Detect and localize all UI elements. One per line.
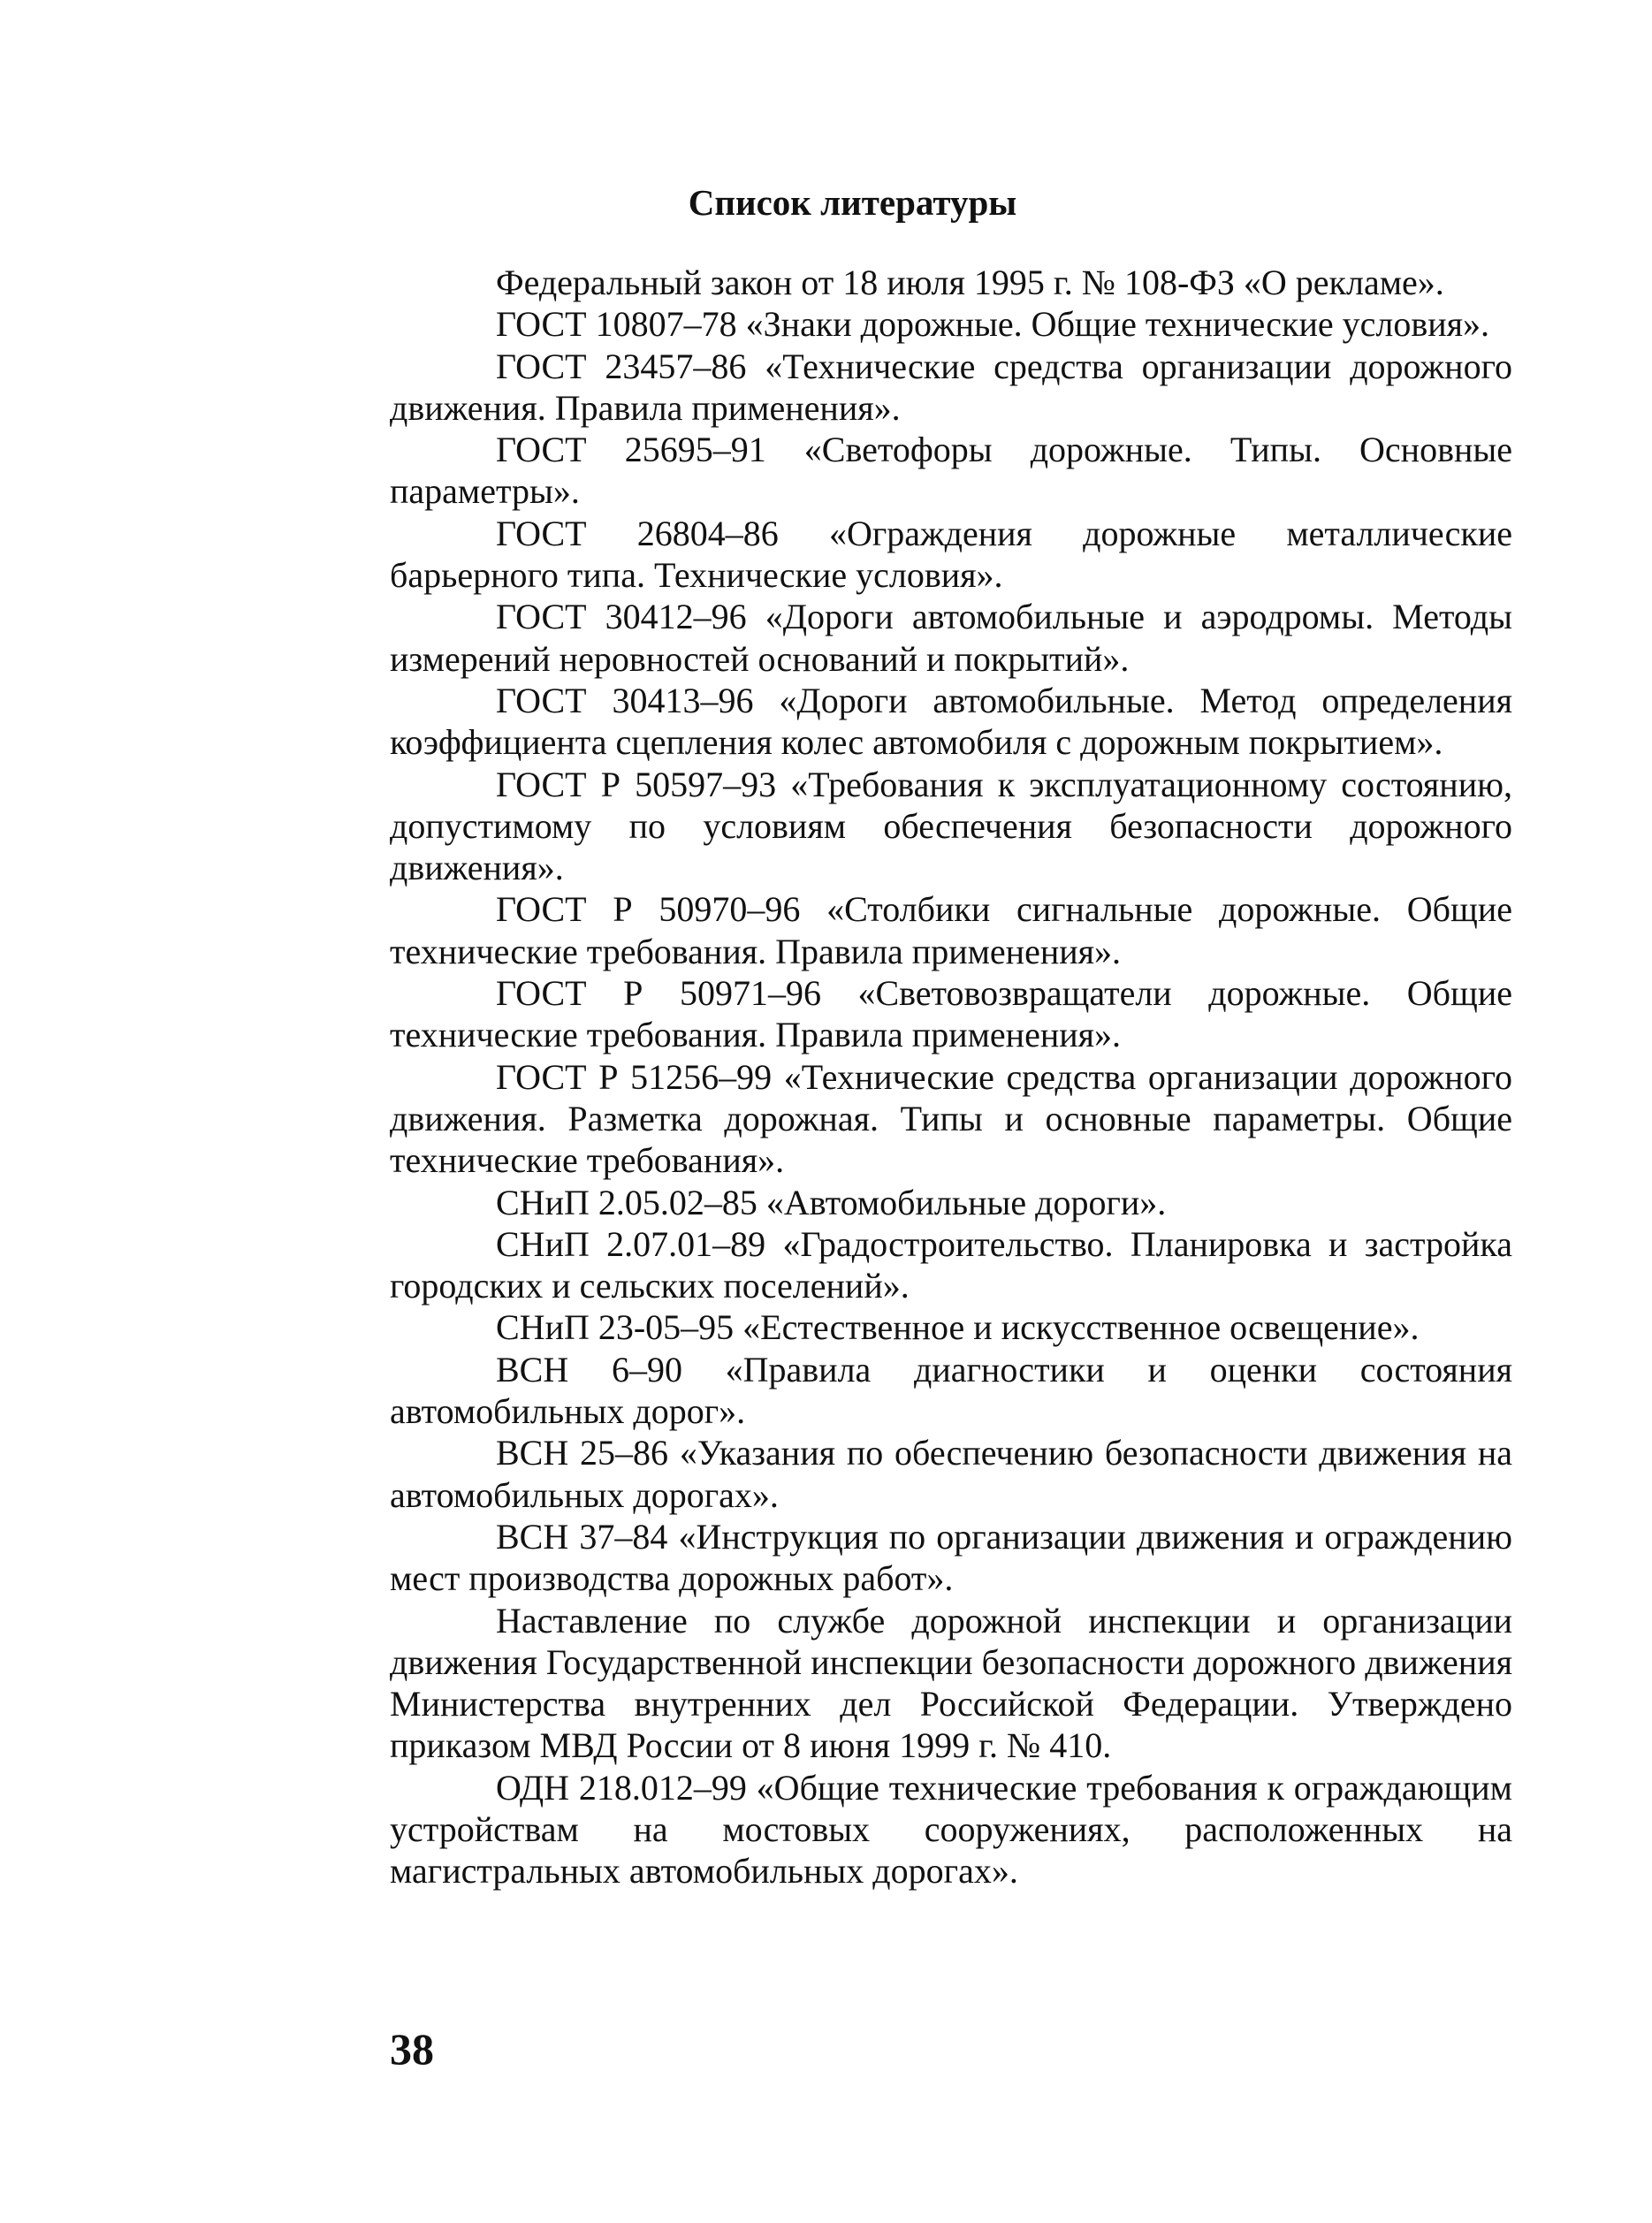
reference-item: ГОСТ 25695–91 «Светофоры дорожные. Типы. Основные параметры». [390, 430, 1512, 512]
reference-item: ГОСТ Р 50970–96 «Столбики сигнальные дорожные. Общие технические требования. Правила применения». [390, 889, 1512, 971]
reference-item: ГОСТ 26804–86 «Ограждения дорожные металлические барьерного типа. Технические условия». [390, 513, 1512, 596]
reference-item: ВСН 6–90 «Правила диагностики и оценки состояния автомобильных дорог». [390, 1349, 1512, 1432]
reference-list [390, 262, 1512, 1892]
reference-item: ГОСТ 23457–86 «Технические средства организации дорожного движения. Правила применения». [390, 346, 1512, 428]
reference-item: СНиП 2.05.02–85 «Автомобильные дороги». [496, 1182, 1167, 1222]
reference-item: СНиП 2.07.01–89 «Градостроительство. Планировка и застройка городских и сельских поселений». [390, 1223, 1512, 1306]
page-number: 38 [390, 2024, 434, 2074]
reference-item: ГОСТ 10807–78 «Знаки дорожные. Общие технические условия». [496, 304, 1490, 345]
reference-item: ГОСТ 30412–96 «Дороги автомобильные и аэродромы. Методы измерений неровностей оснований и покрытий». [390, 597, 1512, 679]
page-title: Список литературы [688, 182, 1017, 223]
reference-item: ГОСТ Р 51256–99 «Технические средства организации дорожного движения. Разметка дорожная. Типы и основные параметры. Общие технические требования». [390, 1056, 1512, 1181]
reference-item: ГОСТ Р 50597–93 «Требования к эксплуатационному состоянию, допустимому по условиям обеспечения безопасности дорожного движения». [390, 764, 1512, 888]
reference-item: ГОСТ 30413–96 «Дороги автомобильные. Метод определения коэффициента сцепления колес автомобиля с дорожным покрытием». [390, 680, 1512, 763]
reference-item: ОДН 218.012–99 «Общие технические требования к ограждающим устройствам на мостовых сооружениях, расположенных на магистральных автомобильных дорогах». [390, 1767, 1512, 1892]
reference-item: ВСН 25–86 «Указания по обеспечению безопасности движения на автомобильных дорогах». [390, 1433, 1512, 1515]
reference-item: Наставление по службе дорожной инспекции и организации движения Государственной инспекции безопасности дорожного движения Министерства внутренних дел Российской Федерации. Утверждено приказом МВД России от 8 июня 1999 г. № 410. [390, 1600, 1512, 1766]
reference-item: Федеральный закон от 18 июля 1995 г. № 108-ФЗ «О рекламе». [496, 263, 1444, 302]
reference-item: СНиП 23-05–95 «Естественное и искусственное освещение». [496, 1307, 1420, 1348]
reference-item: ГОСТ Р 50971–96 «Световозвращатели дорожные. Общие технические требования. Правила применения». [390, 973, 1512, 1055]
reference-item: ВСН 37–84 «Инструкция по организации движения и ограждению мест производства дорожных работ». [390, 1516, 1512, 1599]
